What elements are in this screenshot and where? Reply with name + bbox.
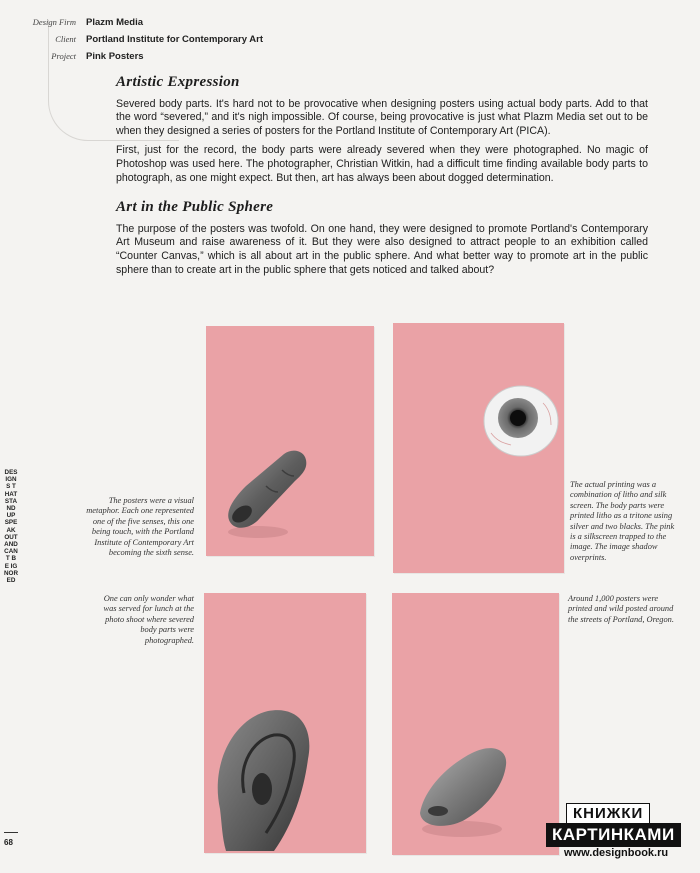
page-number-rule [4, 832, 18, 833]
caption-posted: Around 1,000 posters were printed and wild posted around the streets of Portland, Oregon. [568, 594, 674, 624]
credit-value: Pink Posters [86, 51, 144, 62]
caption-senses: The posters were a visual metaphor. Each one represented one of the five senses, this one being touch, with the Portland Institute of Contemporary Art becoming the sixth sense. [86, 496, 194, 558]
credit-label: Design Firm [32, 17, 76, 27]
watermark-logo [546, 803, 696, 865]
credit-project [14, 48, 263, 65]
watermark-line2: КАРТИНКАМИ [546, 823, 681, 847]
section-heading-artistic-expression: Artistic Expression [116, 74, 240, 90]
article-body [116, 76, 648, 283]
nose-image [392, 593, 559, 855]
caption-printing: The actual printing was a combination of litho and silk screen. The body parts were printed litho as a tritone using silver and two blacks. The pink is a silkscreen trapped to the image. The image shadow overprints. [570, 480, 675, 562]
credit-label: Client [55, 34, 76, 44]
project-credits [14, 14, 263, 65]
paragraph: First, just for the record, the body parts were already severed when they were photographed. No magic of Photoshop was used here. The photographer, Christian Witkin, had a difficult time finding available body parts to photograph, as one might expect. But then, art has always been about dogged determination. [116, 144, 648, 184]
credit-value: Portland Institute for Contemporary Art [86, 34, 263, 45]
poster-nose [392, 593, 559, 855]
finger-image [206, 326, 374, 556]
credit-design-firm [14, 14, 263, 31]
credit-value: Plazm Media [86, 17, 144, 28]
watermark-url: www.designbook.ru [564, 847, 669, 859]
poster-ear [204, 593, 366, 853]
section-heading-public-sphere: Art in the Public Sphere [116, 199, 274, 216]
credit-client [14, 31, 263, 48]
ear-image [204, 593, 366, 853]
poster-finger [206, 326, 374, 556]
poster-eye [393, 323, 564, 573]
book-title-vertical: DESIGNS THAT STAND UP SPEAK OUT AND CANT BE IGNORED [4, 469, 18, 585]
paragraph: Severed body parts. It's hard not to be provocative when designing posters using actual body parts. Add to that the word “severed,” and it's nigh impossible. Of course, being provocative is just what Plazm Media set out to be when they designed a series of posters for the Portland Institute of Contemporary Art (PICA). [116, 97, 648, 137]
paragraph: The purpose of the posters was twofold. On one hand, they were designed to promote Portland's Contemporary Art Museum and raise awareness of it. But they were also designed to attract people to an exhibition called “Counter Canvas,” which is all about art in the public sphere. And what better way to promote art in the public sphere than to create art in the public sphere that gets noticed and talked about? [116, 222, 648, 276]
caption-lunch: One can only wonder what was served for lunch at the photo shoot where severed body parts were photographed. [103, 594, 194, 645]
credit-label: Project [51, 51, 76, 61]
eye-image [393, 323, 564, 573]
watermark-line1: КНИЖКИ [566, 803, 650, 824]
page-number: 68 [4, 838, 13, 847]
